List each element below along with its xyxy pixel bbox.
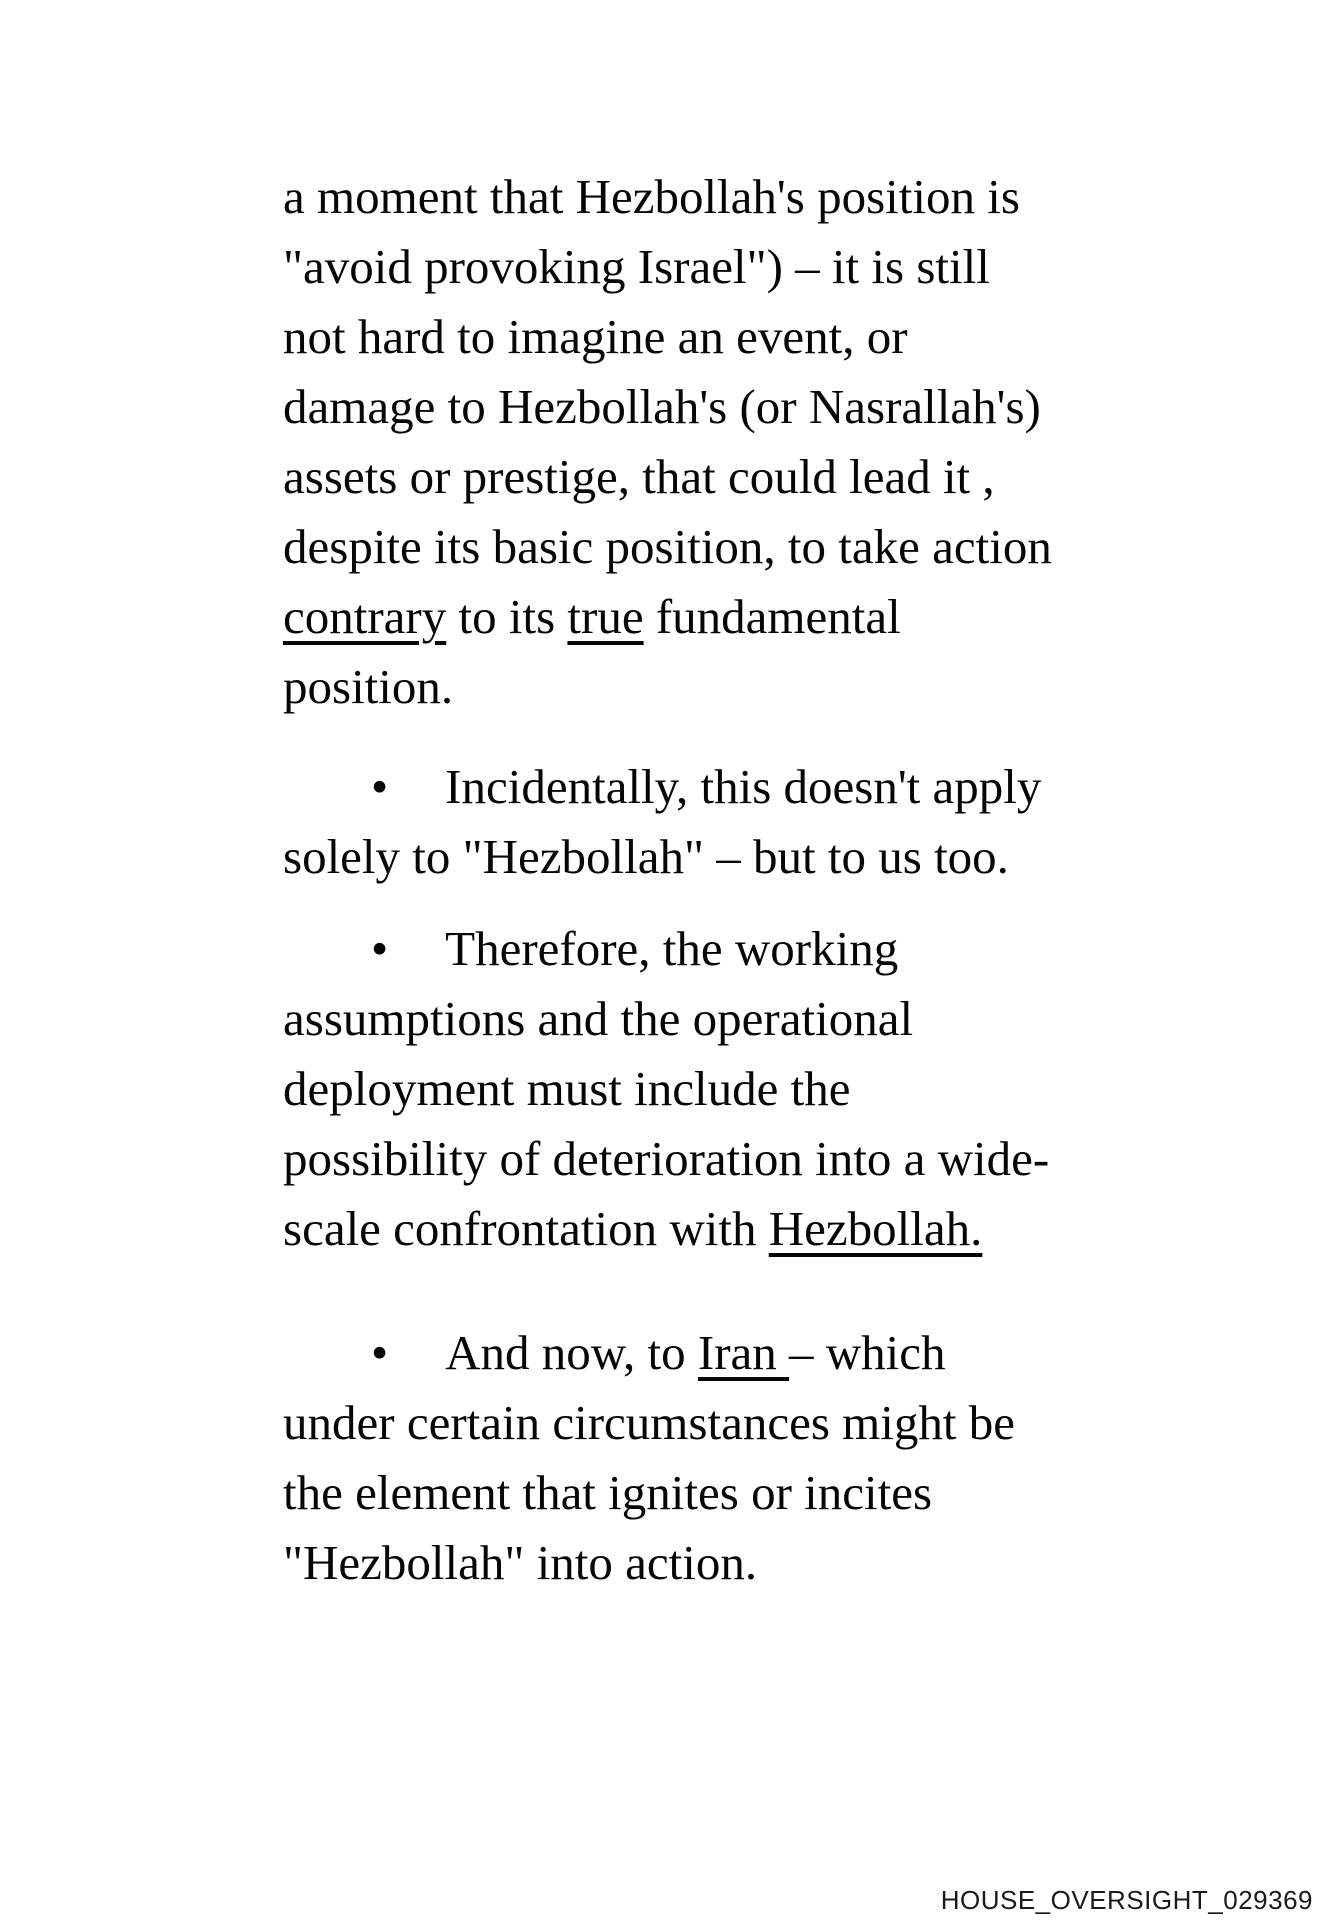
text-line xyxy=(283,822,1073,892)
text-run: fundamental xyxy=(643,589,901,644)
text-line xyxy=(283,1194,1073,1264)
text-run: damage to Hezbollah's (or Nasrallah's) xyxy=(283,379,1041,434)
text-line xyxy=(283,232,1073,302)
paragraph-continuation xyxy=(283,162,1073,722)
underlined-text: true xyxy=(567,589,644,644)
underlined-text: contrary xyxy=(283,589,447,644)
text-run: solely to "Hezbollah" – but to us too. xyxy=(283,829,1009,884)
text-line xyxy=(283,752,1073,822)
text-run: position. xyxy=(283,659,454,714)
text-line xyxy=(283,1388,1073,1458)
text-run: – which xyxy=(789,1325,946,1380)
bullet-icon: • xyxy=(371,759,389,814)
text-line xyxy=(283,984,1073,1054)
text-run: assets or prestige, that could lead it , xyxy=(283,449,995,504)
text-line xyxy=(283,1458,1073,1528)
bullet-paragraph-iran xyxy=(283,1318,1073,1598)
underlined-text: Iran xyxy=(697,1325,790,1380)
bullet-icon: • xyxy=(371,921,389,976)
bates-stamp: HOUSE_OVERSIGHT_029369 xyxy=(940,1885,1313,1915)
text-line xyxy=(283,582,1073,652)
text-run: "Hezbollah" into action. xyxy=(283,1535,758,1590)
text-run: And now, to xyxy=(445,1325,698,1380)
text-line xyxy=(283,652,1073,722)
text-run: not hard to imagine an event, or xyxy=(283,309,908,364)
document-text xyxy=(283,162,1073,1598)
text-run: assumptions and the operational xyxy=(283,991,914,1046)
text-line xyxy=(283,372,1073,442)
text-line xyxy=(283,162,1073,232)
underlined-text: Hezbollah. xyxy=(768,1201,983,1256)
text-run: to its xyxy=(446,589,568,644)
text-line xyxy=(283,302,1073,372)
text-line xyxy=(283,1318,1073,1388)
text-run: Therefore, the working xyxy=(445,921,899,976)
text-run: Incidentally, this doesn't apply xyxy=(445,759,1042,814)
text-run: a moment that Hezbollah's position is xyxy=(283,169,1020,224)
text-run: possibility of deterioration into a wide- xyxy=(283,1131,1050,1186)
text-run: the element that ignites or incites xyxy=(283,1465,933,1520)
bullet-icon: • xyxy=(371,1325,389,1380)
text-line xyxy=(283,1528,1073,1598)
text-run: despite its basic position, to take action xyxy=(283,519,1052,574)
text-line xyxy=(283,512,1073,582)
text-run: scale confrontation with xyxy=(283,1201,769,1256)
text-run: "avoid provoking Israel") – it is still xyxy=(283,239,990,294)
bullet-paragraph-therefore xyxy=(283,914,1073,1264)
text-line xyxy=(283,914,1073,984)
text-run: under certain circumstances might be xyxy=(283,1395,1015,1450)
bullet-paragraph-incidentally xyxy=(283,752,1073,892)
text-line xyxy=(283,1124,1073,1194)
text-line xyxy=(283,1054,1073,1124)
text-line xyxy=(283,442,1073,512)
text-run: deployment must include the xyxy=(283,1061,851,1116)
